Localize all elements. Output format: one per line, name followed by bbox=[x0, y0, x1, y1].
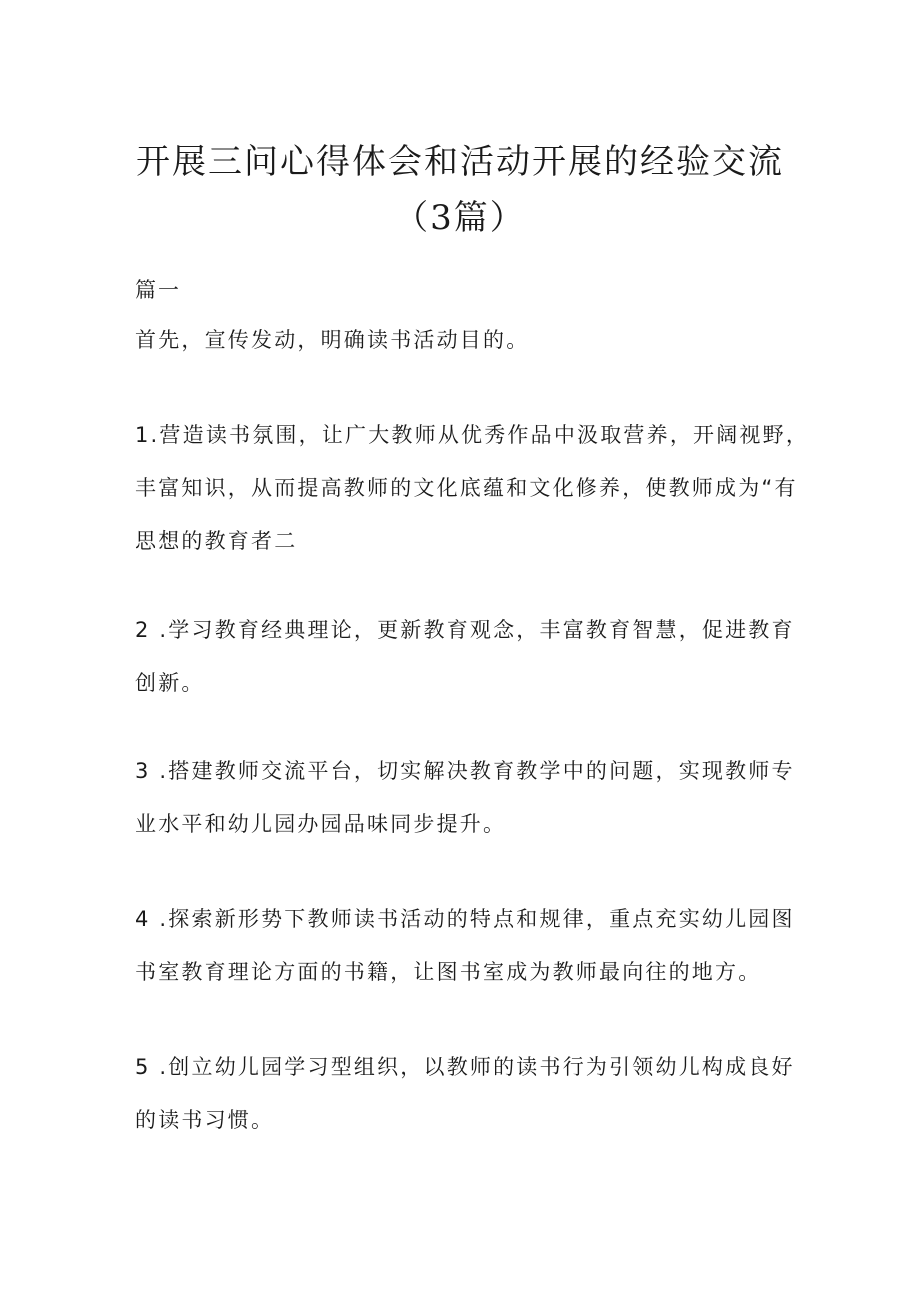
paragraph-line: 5 .创立幼儿园学习型组织，以教师的读书行为引领幼儿构成良好 bbox=[135, 1055, 795, 1079]
paragraph-line: 2 .学习教育经典理论，更新教育观念，丰富教育智慧，促进教育 bbox=[135, 618, 795, 642]
paragraph-line: 书室教育理论方面的书籍，让图书室成为教师最向往的地方。 bbox=[135, 960, 762, 984]
paragraph-line: 1.营造读书氛围，让广大教师从优秀作品中汲取营养，开阔视野， bbox=[135, 423, 810, 447]
paragraph-line: 3 .搭建教师交流平台，切实解决教育教学中的问题，实现教师专 bbox=[135, 759, 795, 783]
paragraph-line: 的读书习惯。 bbox=[135, 1108, 275, 1132]
paragraph-line: 丰富知识，从而提高教师的文化底蕴和文化修养，使教师成为“有 bbox=[135, 476, 798, 500]
paragraph-line: 4 .探索新形势下教师读书活动的特点和规律，重点充实幼儿园图 bbox=[135, 907, 795, 931]
document-title-count: （3篇） bbox=[394, 198, 526, 238]
paragraph-line: 创新。 bbox=[135, 671, 205, 695]
intro-paragraph bbox=[135, 314, 795, 367]
paragraph-line: 首先，宣传发动，明确读书活动目的。 bbox=[135, 328, 530, 352]
document-title: 开展三问心得体会和活动开展的经验交流 bbox=[136, 142, 784, 182]
paragraph-item-4 bbox=[135, 893, 795, 999]
paragraph-item-1 bbox=[135, 409, 810, 568]
section-label: 篇一 bbox=[135, 278, 181, 302]
paragraph-item-5 bbox=[135, 1041, 795, 1147]
paragraph-item-3 bbox=[135, 745, 795, 851]
paragraph-line: 业水平和幼儿园办园品味同步提升。 bbox=[135, 812, 507, 836]
paragraph-item-2 bbox=[135, 604, 795, 710]
paragraph-line: 思想的教育者二 bbox=[135, 529, 298, 553]
